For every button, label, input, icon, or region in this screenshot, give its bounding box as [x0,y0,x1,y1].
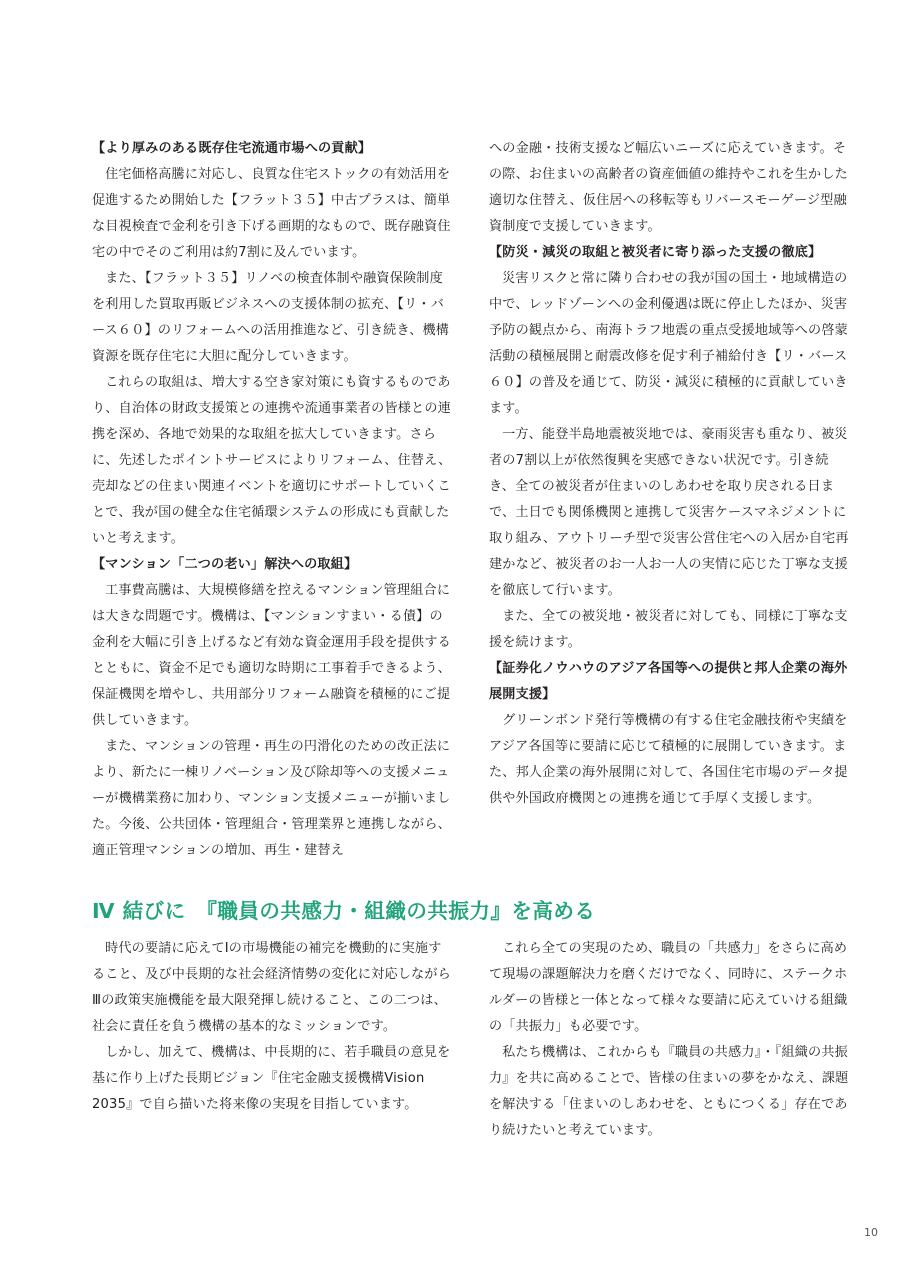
body-paragraph: 工事費高騰は、大規模修繕を控えるマンション管理組合には大きな問題です。機構は、【マンションすまい・る債】の金利を大幅に引き上げるなど有効な資金運用手段を提供するとともに、資金不足でも適切な時期に工事着手できるよう、保証機関を増やし、共用部分リフォーム融資を積極的にご提供していきます。 [92,583,451,728]
top-left-column [92,136,454,864]
body-paragraph: 住宅価格高騰に対応し、良質な住宅ストックの有効活用を促進するため開始した【フラット３５】中古プラスは、簡単な目視検査で金利を引き下げる画期的なもので、既存融資住宅の中でそのご利用は約7割に及んでいます。 [92,167,451,260]
subsection-heading: 【マンション「二つの老い」解決への取組】 [92,557,358,572]
body-paragraph: しかし、加えて、機構は、中長期的に、若手職員の意見を基に作り上げた長期ビジョン『住宅金融支援機構Vision 2035』で自ら描いた将来像の実現を目指しています。 [92,1045,451,1112]
top-right-column [489,136,851,812]
body-paragraph: これらの取組は、増大する空き家対策にも資するものであり、自治体の財政支援策との連携や流通事業者の皆様との連携を深め、各地で効果的な取組を拡大していきます。さらに、先述したポイントサービスによりリフォーム、住替え、売却などの住まい関連イベントを適切にサポートしていくことで、我が国の健全な住宅循環システムの形成にも貢献したいと考えます。 [92,375,452,546]
body-paragraph: また、マンションの管理・再生の円滑化のための改正法により、新たに一棟リノベーション及び除却等への支援メニューが機構業務に加わり、マンション支援メニューが揃いました。今後、公共団体・管理組合・管理業界と連携しながら、適正管理マンションの増加、再生・建替え [92,739,451,858]
subsection-heading: 【より厚みのある既存住宅流通市場への貢献】 [92,141,372,156]
section-heading: Ⅳ 結びに 『職員の共感力・組織の共振力』を高める [92,899,596,923]
body-paragraph: 私たち機構は、これからも『職員の共感力』・『組織の共振力』を共に高めることで、皆様の住まいの夢をかなえ、課題を解決する「住まいのしあわせを、ともにつくる」存在であり続けたいと考えています。 [489,1045,849,1138]
body-paragraph: また、全ての被災地・被災者に対しても、同様に丁寧な支援を続けます。 [489,609,848,650]
bottom-left-column [92,936,454,1118]
body-paragraph: これら全ての実現のため、職員の「共感力」をさらに高めて現場の課題解決力を磨くだけでなく、同時に、ステークホルダーの皆様と一体となって様々な要請に応えていける組織の「共振力」も必要です。 [489,941,848,1034]
subsection-heading: 【防災・減災の取組と被災者に寄り添った支援の徹底】 [489,245,822,260]
page-number: 10 [864,1226,878,1239]
body-paragraph: 一方、能登半島地震被災地では、豪雨災害も重なり、被災者の7割以上が依然復興を実感できない状況です。引き続き、全ての被災者が住まいのしあわせを取り戻される日まで、土日でも関係機関と連携して災害ケースマネジメントに取り組み、アウトリーチ型で災害公営住宅への入居か自宅再建かなど、被災者のお一人お一人の実情に応じた丁寧な支援を徹底して行います。 [489,427,849,598]
body-paragraph: 時代の要請に応えてⅠの市場機能の補完を機動的に実施すること、及び中長期的な社会経済情勢の変化に対応しながらⅢの政策実施機能を最大限発揮し続けること、この二つは、社会に責任を負う機構の基本的なミッションです。 [92,941,451,1034]
body-paragraph: グリーンボンド発行等機構の有する住宅金融技術や実績をアジア各国等に要請に応じて積極的に展開していきます。また、邦人企業の海外展開に対して、各国住宅市場のデータ提供や外国政府機関との連携を通じて手厚く支援します。 [489,713,848,806]
body-paragraph: また、【フラット３５】リノベの検査体制や融資保険制度を利用した買取再販ビジネスへの支援体制の拡充、【リ・バース６０】のリフォームへの活用推進など、引き続き、機構資源を既存住宅に大胆に配分していきます。 [92,271,450,364]
subsection-heading: 【証券化ノウハウのアジア各国等への提供と邦人企業の海外展開支援】 [489,661,848,702]
continued-paragraph: への金融・技術支援など幅広いニーズに応えていきます。その際、お住まいの高齢者の資産価値の維持やこれを生かした適切な住替え、仮住居への移転等もリバースモーゲージ型融資制度で支援していきます。 [489,141,848,234]
body-paragraph: 災害リスクと常に隣り合わせの我が国の国土・地域構造の中で、レッドゾーンへの金利優遇は既に停止したほか、災害予防の観点から、南海トラフ地震の重点受援地域等への啓蒙活動の積極展開と耐震改修を促す利子補給付き【リ・バース６０】の普及を通じて、防災・減災に積極的に貢献していきます。 [489,271,848,416]
bottom-right-column [489,936,851,1144]
